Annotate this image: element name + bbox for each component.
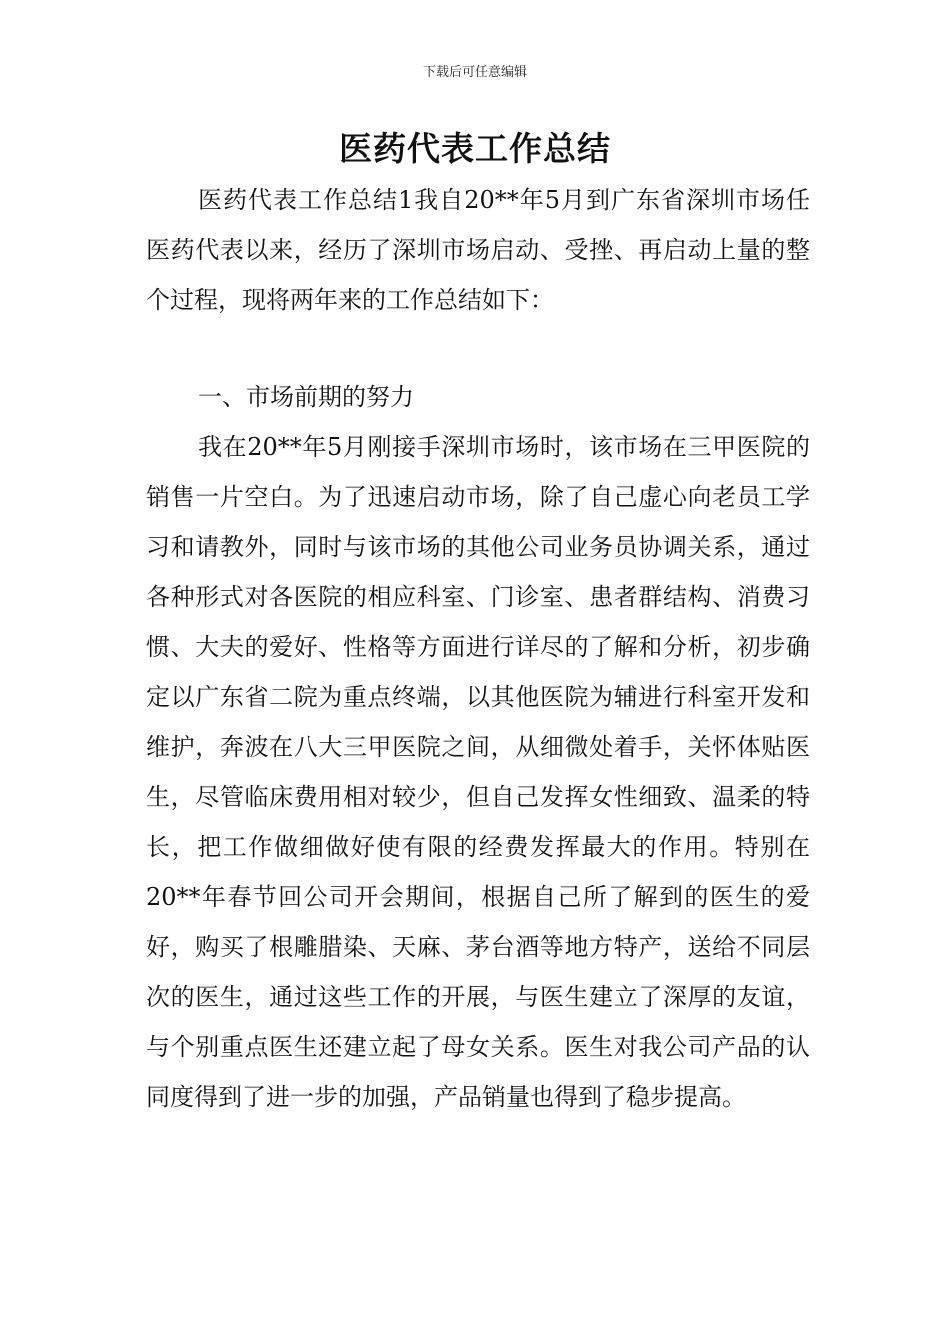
section-heading: 一、市场前期的努力: [198, 383, 414, 411]
document-title: 医药代表工作总结: [339, 129, 611, 168]
intro-paragraph: 医药代表工作总结1我自20**年5月到广东省深圳市场任医药代表以来，经历了深圳市场启动、受挫、再启动上量的整个过程，现将两年来的工作总结如下：: [146, 186, 810, 314]
header-note: 下载后可任意编辑: [422, 65, 527, 80]
section-body-paragraph: 我在20**年5月刚接手深圳市场时，该市场在三甲医院的销售一片空白。为了迅速启动市场，除了自己虚心向老员工学习和请教外，同时与该市场的其他公司业务员协调关系，通过各种形式对各医院的相应科室、门诊室、患者群结构、消费习惯、大夫的爱好、性格等方面进行详尽的了解和分析，初步确定以广东省二院为重点终端，以其他医院为辅进行科室开发和维护，奔波在八大三甲医院之间，从细微处着手，关怀体贴医生，尽管临床费用相对较少，但自己发挥女性细致、温柔的特长，把工作做细做好使有限的经费发挥最大的作用。特别在20**年春节回公司开会期间，根据自己所了解到的医生的爱好，购买了根雕腊染、天麻、茅台酒等地方特产，送给不同层次的医生，通过这些工作的开展，与医生建立了深厚的友谊，与个别重点医生还建立起了母女关系。医生对我公司产品的认同度得到了进一步的加强，产品销量也得到了稳步提高。: [146, 433, 810, 1111]
